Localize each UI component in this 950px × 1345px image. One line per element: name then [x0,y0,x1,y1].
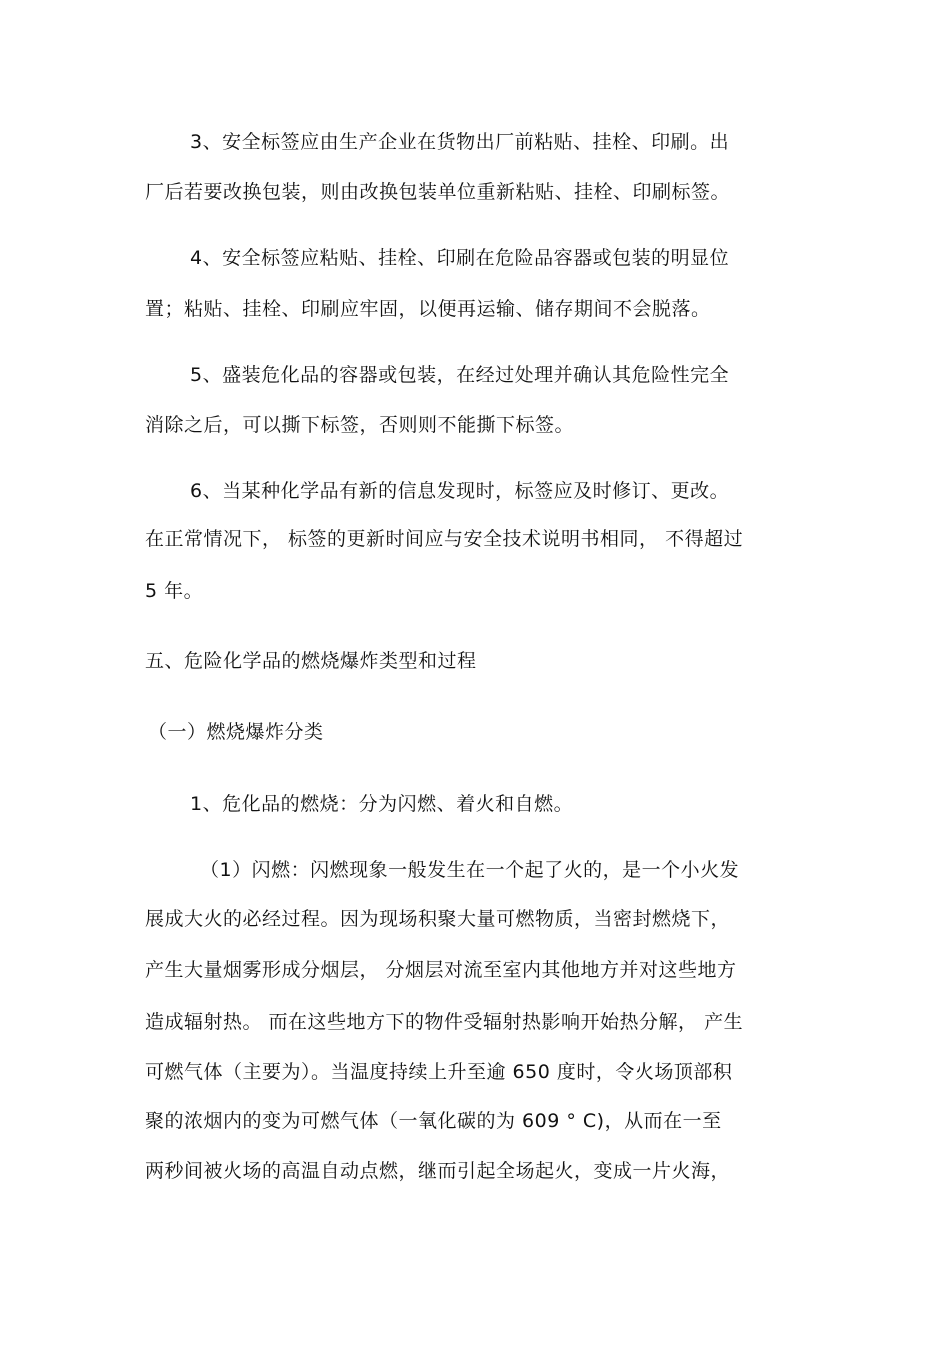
subsection-heading: （一）燃烧爆炸分类 [148,721,324,743]
paragraph-line: 在正常情况下， 标签的更新时间应与安全技术说明书相同， 不得超过 [145,528,744,550]
paragraph-line: 消除之后，可以撕下标签，否则则不能撕下标签。 [145,414,575,436]
paragraph-line: 5、盛装危化品的容器或包装，在经过处理并确认其危险性完全 [190,364,730,386]
paragraph-line: 产生大量烟雾形成分烟层， 分烟层对流至室内其他地方并对这些地方 [145,959,737,981]
paragraph-line: 两秒间被火场的高温自动点燃，继而引起全场起火，变成一片火海， [145,1160,731,1182]
paragraph-line: 5 年。 [145,580,204,602]
section-heading: 五、危险化学品的燃烧爆炸类型和过程 [145,650,477,672]
paragraph-line: 3、安全标签应由生产企业在货物出厂前粘贴、挂栓、印刷。出 [190,131,730,153]
paragraph-line: 置；粘贴、挂栓、印刷应牢固，以便再运输、储存期间不会脱落。 [145,298,711,320]
paragraph-line: 4、安全标签应粘贴、挂栓、印刷在危险品容器或包装的明显位 [190,247,730,269]
paragraph-line: （1）闪燃：闪燃现象一般发生在一个起了火的，是一个小火发 [200,859,740,881]
paragraph-line: 造成辐射热。 而在这些地方下的物件受辐射热影响开始热分解， 产生 [145,1011,744,1033]
paragraph-line: 可燃气体（主要为）。当温度持续上升至逾 650 度时，令火场顶部积 [145,1061,733,1083]
paragraph-line: 1、危化品的燃烧：分为闪燃、着火和自燃。 [190,793,574,815]
paragraph-line: 厂后若要改换包装，则由改换包装单位重新粘贴、挂栓、印刷标签。 [145,181,731,203]
paragraph-line: 展成大火的必经过程。因为现场积聚大量可燃物质，当密封燃烧下， [145,908,731,930]
paragraph-line: 6、当某种化学品有新的信息发现时，标签应及时修订、更改。 [190,480,730,502]
paragraph-line: 聚的浓烟内的变为可燃气体（一氧化碳的为 609 ° C)，从而在一至 [145,1110,722,1132]
